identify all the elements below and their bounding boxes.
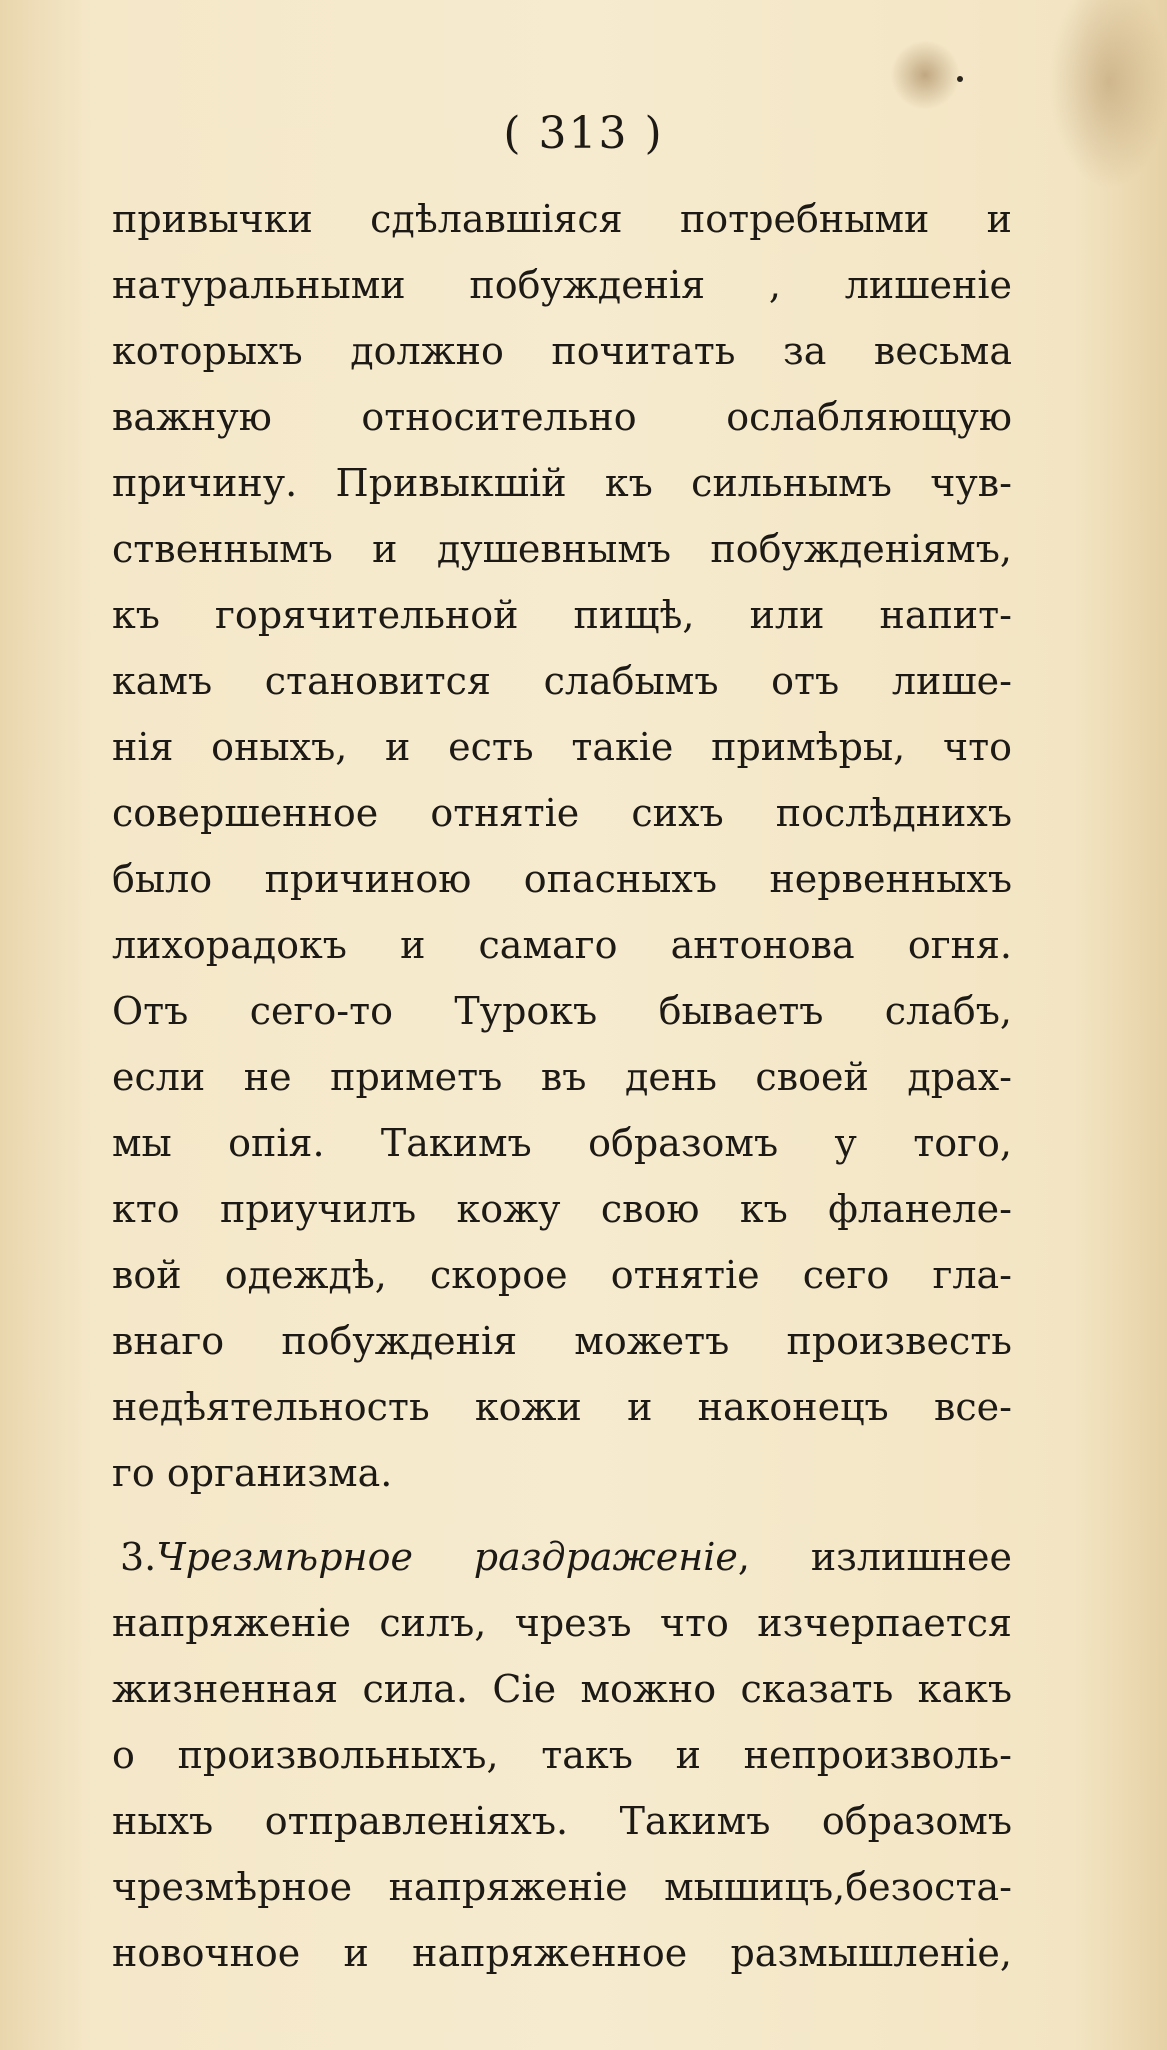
- text-line: ственнымъ и душевнымъ побужденiямъ,: [112, 527, 1012, 571]
- text-line: мы опiя. Такимъ образомъ у того,: [112, 1121, 1012, 1165]
- text-line: Отъ сего-то Турокъ бываетъ слабъ,: [112, 989, 1012, 1033]
- text-line: внаго побужденiя можетъ произвесть: [112, 1319, 1012, 1363]
- ink-dot: [957, 76, 963, 82]
- page-number: ( 313 ): [503, 108, 664, 159]
- item-number: 3.: [120, 1535, 157, 1579]
- text-line: было причиною опасныхъ нервенныхъ: [112, 857, 1012, 901]
- text-line: [112, 1524, 1012, 1590]
- text-fragment: , излишнее: [737, 1535, 1012, 1579]
- text-line: привычки сдѣлавшiяся потребными и: [112, 197, 1012, 241]
- text-line: напряженiе силъ, чрезъ что изчерпается: [112, 1601, 1012, 1645]
- text-line: камъ становится слабымъ отъ лише-: [112, 659, 1012, 703]
- paper-stain: [890, 40, 960, 110]
- text-line: совершенное отнятiе сихъ послѣднихъ: [112, 791, 1012, 835]
- paragraph-2: [112, 1524, 1012, 1986]
- text-block: [112, 186, 1012, 1986]
- text-line: недѣятельность кожи и наконецъ все-: [112, 1385, 1012, 1429]
- text-line: къ горячительной пищѣ, или напит-: [112, 593, 1012, 637]
- paragraph-1: [112, 186, 1012, 1506]
- text-line: причину. Привыкшiй къ сильнымъ чув-: [112, 461, 1012, 505]
- text-line: если не приметъ въ день своей драх-: [112, 1055, 1012, 1099]
- text-line: жизненная сила. Сiе можно сказать какъ: [112, 1667, 1012, 1711]
- text-line: нiя оныхъ, и есть такiе примѣры, что: [112, 725, 1012, 769]
- text-line: лихорадокъ и самаго антонова огня.: [112, 923, 1012, 967]
- text-line: ныхъ отправленiяхъ. Такимъ образомъ: [112, 1799, 1012, 1843]
- section-title: Чрезмѣрное раздраженiе: [156, 1535, 738, 1579]
- text-line: кто приучилъ кожу свою къ фланеле-: [112, 1187, 1012, 1231]
- text-line: го организма.: [112, 1451, 393, 1495]
- text-line: важную относительно ослабляющую: [112, 395, 1012, 439]
- text-line: натуральными побужденiя , лишенiе: [112, 263, 1012, 307]
- text-line: вой одеждѣ, скорое отнятiе сего гла-: [112, 1253, 1012, 1297]
- text-line: новочное и напряженное размышленiе,: [112, 1931, 1012, 1975]
- text-line: чрезмѣрное напряженiе мышицъ,безоста-: [112, 1865, 1012, 1909]
- text-line: о произвольныхъ, такъ и непроизволь-: [112, 1733, 1012, 1777]
- text-line: которыхъ должно почитать за весьма: [112, 329, 1012, 373]
